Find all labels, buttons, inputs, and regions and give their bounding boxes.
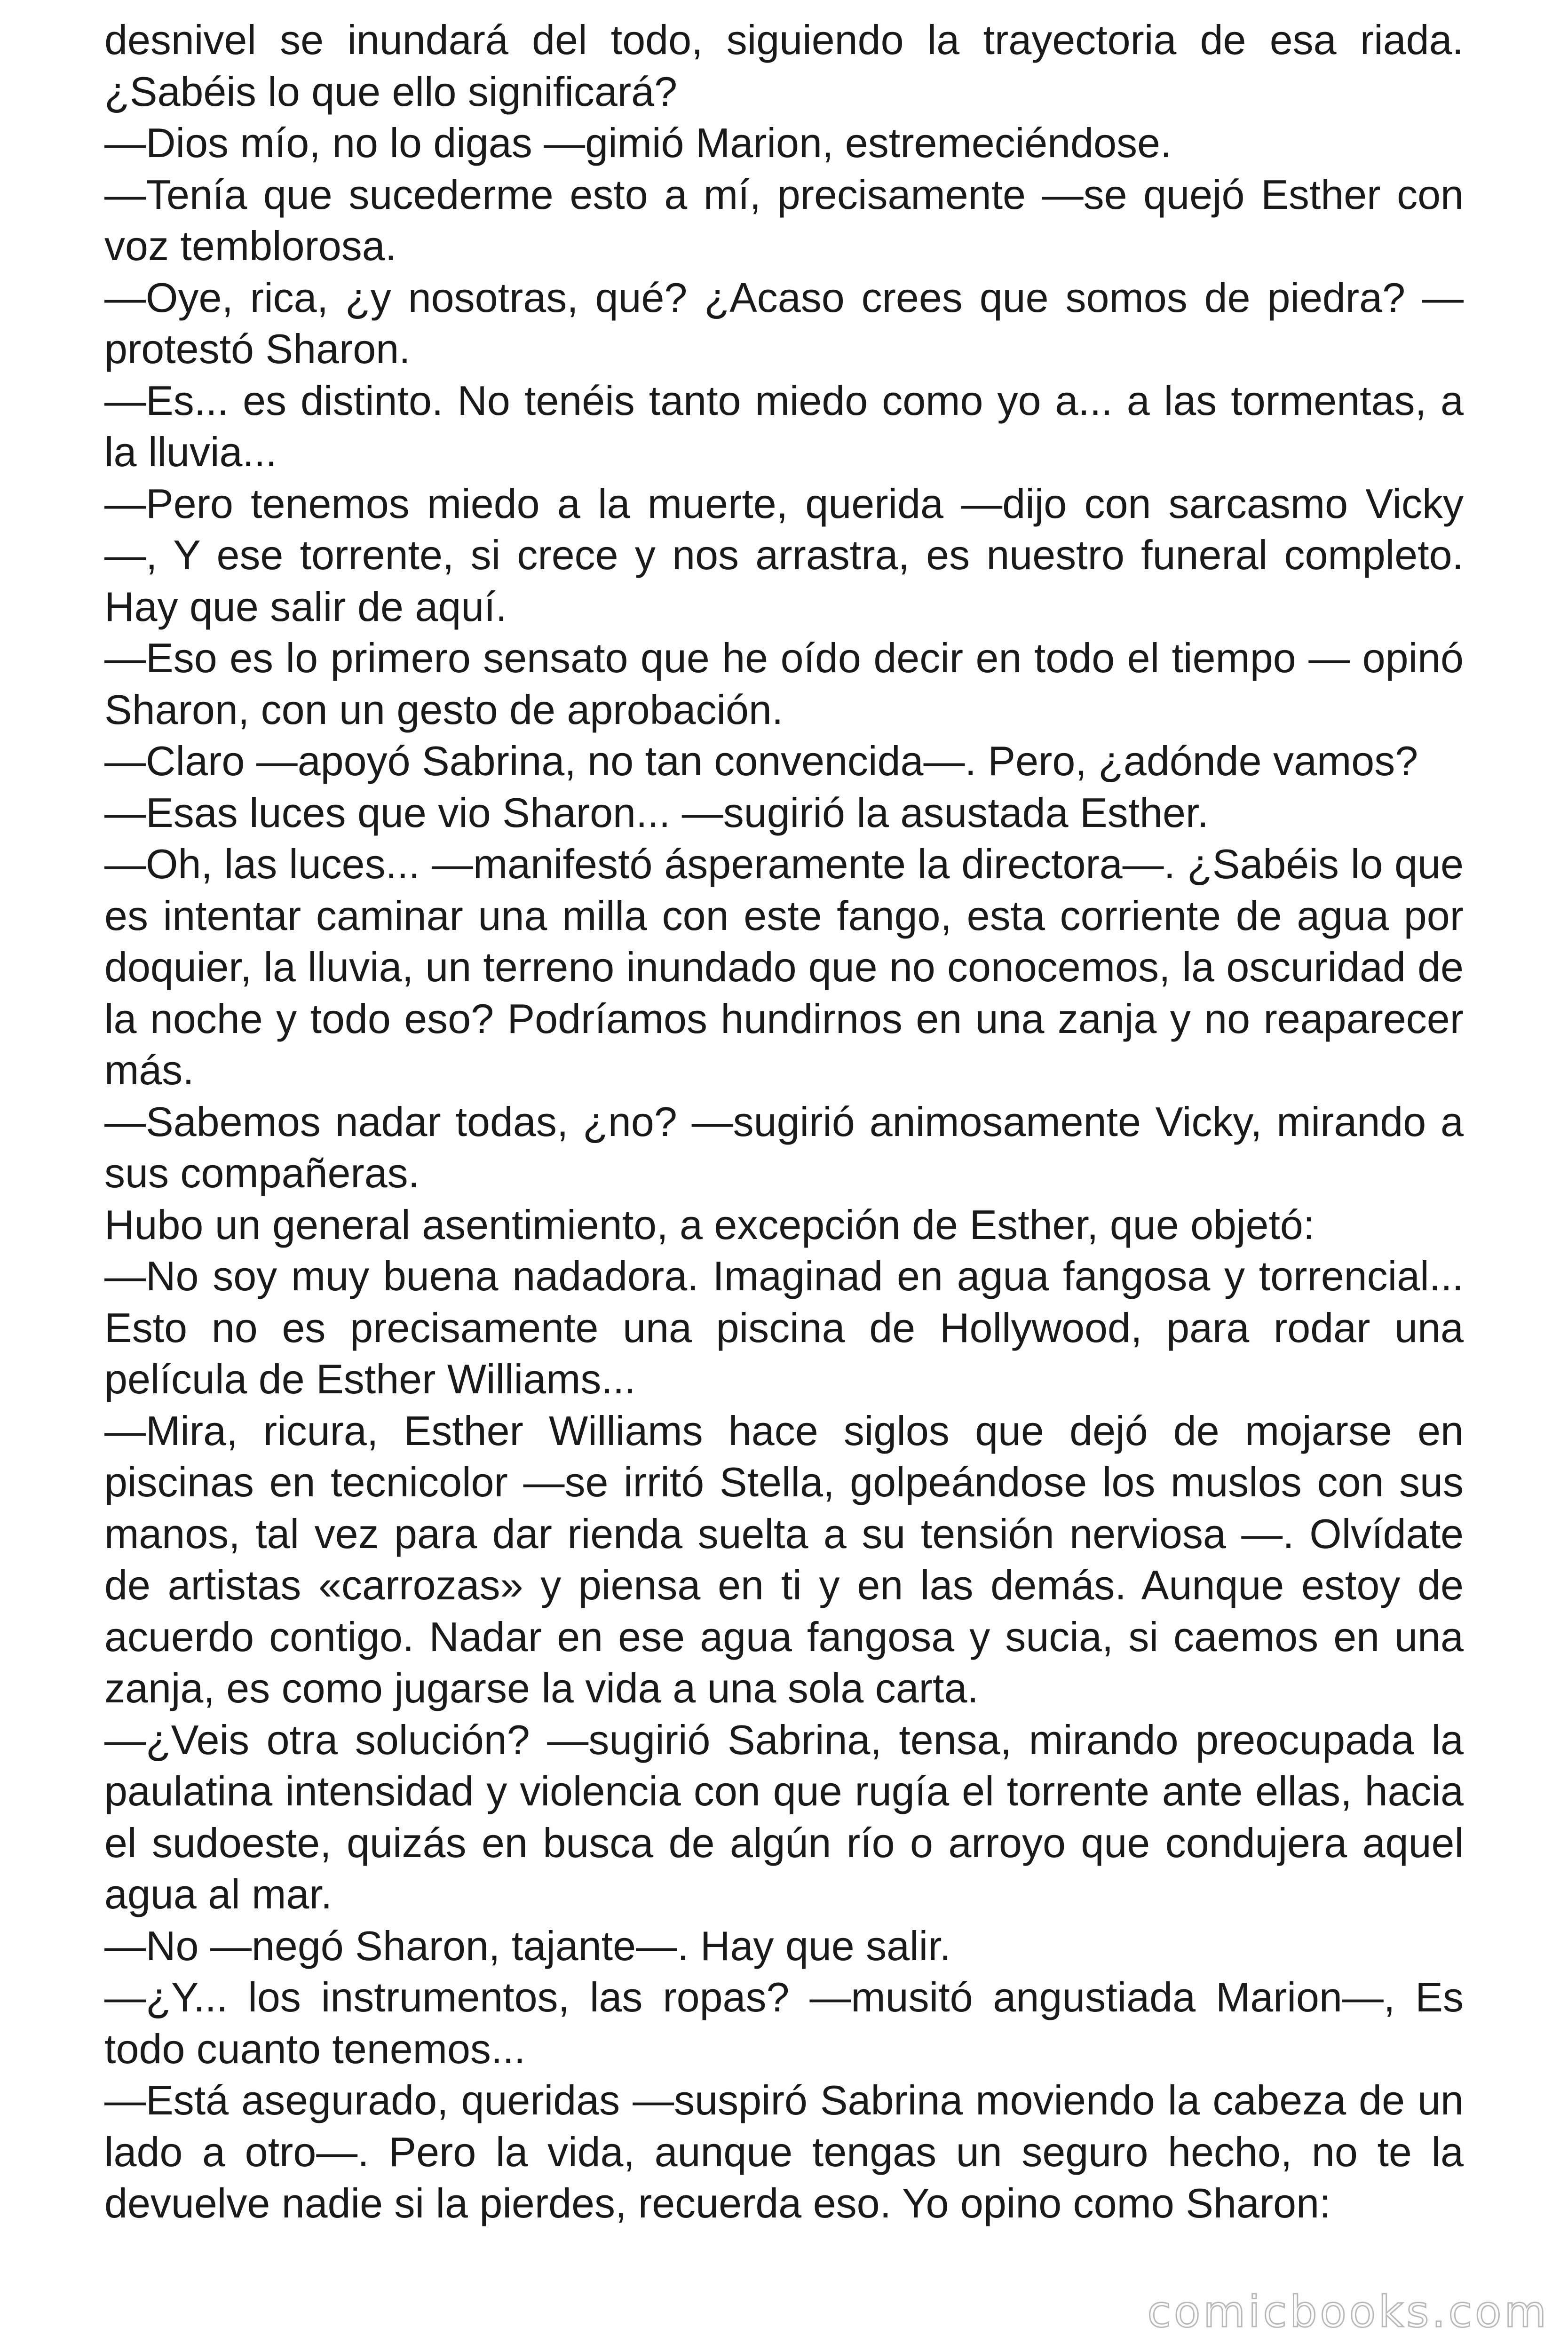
paragraph: —Pero tenemos miedo a la muerte, querida —dijo con sarcasmo Vicky —, Y ese torrente, si crece y nos arrastra, es nuestro funeral completo. Hay que salir de aquí. <box>104 480 1464 630</box>
paragraph: —Dios mío, no lo digas —gimió Marion, estremeciéndose. <box>104 119 1172 166</box>
paragraph: —Oye, rica, ¿y nosotras, qué? ¿Acaso crees que somos de piedra? —protestó Sharon. <box>104 274 1464 372</box>
paragraph: —No soy muy buena nadadora. Imaginad en agua fangosa y torrencial... Esto no es precisamente una piscina de Hollywood, para rodar una película de Esther Williams... <box>104 1253 1464 1402</box>
paragraph: —No —negó Sharon, tajante—. Hay que salir. <box>104 1922 951 1969</box>
paragraph: —Esas luces que vio Sharon... —sugirió la asustada Esther. <box>104 789 1209 836</box>
paragraph: —Mira, ricura, Esther Williams hace siglos que dejó de mojarse en piscinas en tecnicolor —se irritó Stella, golpeándose los muslos con sus manos, tal vez para dar rienda suelta a su tensión nerviosa —. Olvídate de artistas «carrozas» y piensa en ti y en las demás. Aunque estoy de acuerdo contigo. Nadar en ese agua fangosa y sucia, si caemos en una zanja, es como jugarse la vida a una sola carta. <box>104 1407 1464 1711</box>
paragraph: —¿Y... los instrumentos, las ropas? —musitó angustiada Marion—, Es todo cuanto tenemos... <box>104 1974 1464 2072</box>
paragraph: —Es... es distinto. No tenéis tanto miedo como yo a... a las tormentas, a la lluvia... <box>104 377 1464 475</box>
paragraph: —Eso es lo primero sensato que he oído decir en todo el tiempo — opinó Sharon, con un gesto de aprobación. <box>104 635 1464 733</box>
paragraph: Hubo un general asentimiento, a excepción de Esther, que objetó: <box>104 1201 1315 1248</box>
paragraph: —Tenía que sucederme esto a mí, precisamente —se quejó Esther con voz temblorosa. <box>104 171 1464 269</box>
watermark: comicbooks.com <box>1147 2287 1549 2337</box>
paragraph: —Sabemos nadar todas, ¿no? —sugirió animosamente Vicky, mirando a sus compañeras. <box>104 1098 1464 1196</box>
paragraph: —Claro —apoyó Sabrina, no tan convencida—. Pero, ¿adónde vamos? <box>104 738 1418 784</box>
paragraph: desnivel se inundará del todo, siguiendo la trayectoria de esa riada. ¿Sabéis lo que ello significará? <box>104 16 1464 115</box>
paragraph: —Oh, las luces... —manifestó ásperamente la directora—. ¿Sabéis lo que es intentar caminar una milla con este fango, esta corriente de agua por doquier, la lluvia, un terreno inundado que no conocemos, la oscuridad de la noche y todo eso? Podríamos hundirnos en una zanja y no reaparecer más. <box>104 841 1464 1093</box>
paragraph: —¿Veis otra solución? —sugirió Sabrina, tensa, mirando preocupada la paulatina intensidad y violencia con que rugía el torrente ante ellas, hacia el sudoeste, quizás en busca de algún río o arroyo que condujera aquel agua al mar. <box>104 1716 1464 1917</box>
body-text <box>104 14 1464 2229</box>
paragraph: —Está asegurado, queridas —suspiró Sabrina moviendo la cabeza de un lado a otro—. Pero la vida, aunque tengas un seguro hecho, no te la devuelve nadie si la pierdes, recuerda eso. Yo opino como Sharon: <box>104 2077 1464 2226</box>
